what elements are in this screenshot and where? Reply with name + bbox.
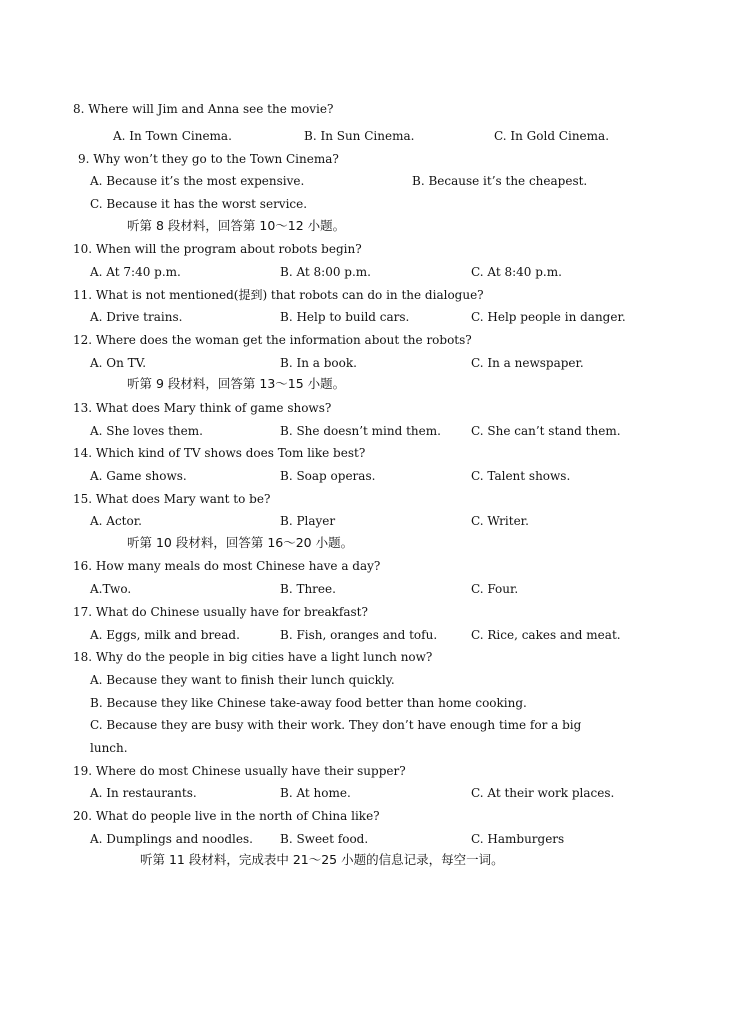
q9-option-c: C. Because it has the worst service. xyxy=(90,197,308,211)
q8-option-c: C. In Gold Cinema. xyxy=(494,129,610,143)
q12-option-c: C. In a newspaper. xyxy=(471,356,584,370)
q12-option-b: B. In a book. xyxy=(280,356,357,370)
q14-option-b: B. Soap operas. xyxy=(280,469,376,483)
q16-option-a: A.Two. xyxy=(90,582,132,596)
q20-option-a: A. Dumplings and noodles. xyxy=(90,832,253,846)
question-13: 13. What does Mary think of game shows? xyxy=(73,401,332,415)
q18-option-b: B. Because they like Chinese take-away food better than home cooking. xyxy=(90,696,527,710)
q16-option-b: B. Three. xyxy=(280,582,336,596)
q13-option-c: C. She can’t stand them. xyxy=(471,424,621,438)
question-9: 9. Why won’t they go to the Town Cinema? xyxy=(78,152,339,166)
q18-option-a: A. Because they want to finish their lunch quickly. xyxy=(90,673,395,687)
q14-option-a: A. Game shows. xyxy=(90,469,187,483)
question-15: 15. What does Mary want to be? xyxy=(73,492,271,506)
question-18: 18. Why do the people in big cities have a light lunch now? xyxy=(73,650,433,664)
q16-option-c: C. Four. xyxy=(471,582,519,596)
section-10-instruction: 听第 10 段材料，回答第 16～20 小题。 xyxy=(127,535,354,550)
q18-option-c: C. Because they are busy with their work. They don’t have enough time for a big xyxy=(90,718,582,732)
q11-option-b: B. Help to build cars. xyxy=(280,310,410,324)
question-14: 14. Which kind of TV shows does Tom like best? xyxy=(73,446,366,460)
q19-option-a: A. In restaurants. xyxy=(90,786,197,800)
q14-option-c: C. Talent shows. xyxy=(471,469,571,483)
q10-option-b: B. At 8:00 p.m. xyxy=(280,265,371,279)
q9-option-b: B. Because it’s the cheapest. xyxy=(412,174,588,188)
q9-option-a: A. Because it’s the most expensive. xyxy=(90,174,305,188)
section-9-instruction: 听第 9 段材料，回答第 13～15 小题。 xyxy=(127,376,346,391)
q12-option-a: A. On TV. xyxy=(90,356,147,370)
question-19: 19. Where do most Chinese usually have their supper? xyxy=(73,764,406,778)
q8-option-b: B. In Sun Cinema. xyxy=(304,129,415,143)
q10-option-c: C. At 8:40 p.m. xyxy=(471,265,562,279)
section-8-instruction: 听第 8 段材料，回答第 10～12 小题。 xyxy=(127,218,346,233)
q20-option-b: B. Sweet food. xyxy=(280,832,369,846)
q18-option-c-continued: lunch. xyxy=(90,741,128,755)
q15-option-b: B. Player xyxy=(280,514,336,528)
question-12: 12. Where does the woman get the information about the robots? xyxy=(73,333,472,347)
question-11: 11. What is not mentioned(提到) that robots can do in the dialogue? xyxy=(73,288,484,302)
question-10: 10. When will the program about robots begin? xyxy=(73,242,362,256)
q10-option-a: A. At 7:40 p.m. xyxy=(90,265,181,279)
q19-option-b: B. At home. xyxy=(280,786,351,800)
q13-option-b: B. She doesn’t mind them. xyxy=(280,424,441,438)
question-16: 16. How many meals do most Chinese have a day? xyxy=(73,559,381,573)
question-20: 20. What do people live in the north of China like? xyxy=(73,809,380,823)
q17-option-c: C. Rice, cakes and meat. xyxy=(471,628,621,642)
section-11-instruction: 听第 11 段材料，完成表中 21～25 小题的信息记录，每空一词。 xyxy=(140,852,504,867)
q17-option-b: B. Fish, oranges and tofu. xyxy=(280,628,438,642)
q15-option-a: A. Actor. xyxy=(90,514,142,528)
q11-option-c: C. Help people in danger. xyxy=(471,310,626,324)
q17-option-a: A. Eggs, milk and bread. xyxy=(90,628,240,642)
q15-option-c: C. Writer. xyxy=(471,514,529,528)
q8-option-a: A. In Town Cinema. xyxy=(113,129,232,143)
question-8: 8. Where will Jim and Anna see the movie? xyxy=(73,102,334,116)
q20-option-c: C. Hamburgers xyxy=(471,832,565,846)
q19-option-c: C. At their work places. xyxy=(471,786,615,800)
question-17: 17. What do Chinese usually have for breakfast? xyxy=(73,605,368,619)
q11-option-a: A. Drive trains. xyxy=(90,310,183,324)
q13-option-a: A. She loves them. xyxy=(90,424,203,438)
